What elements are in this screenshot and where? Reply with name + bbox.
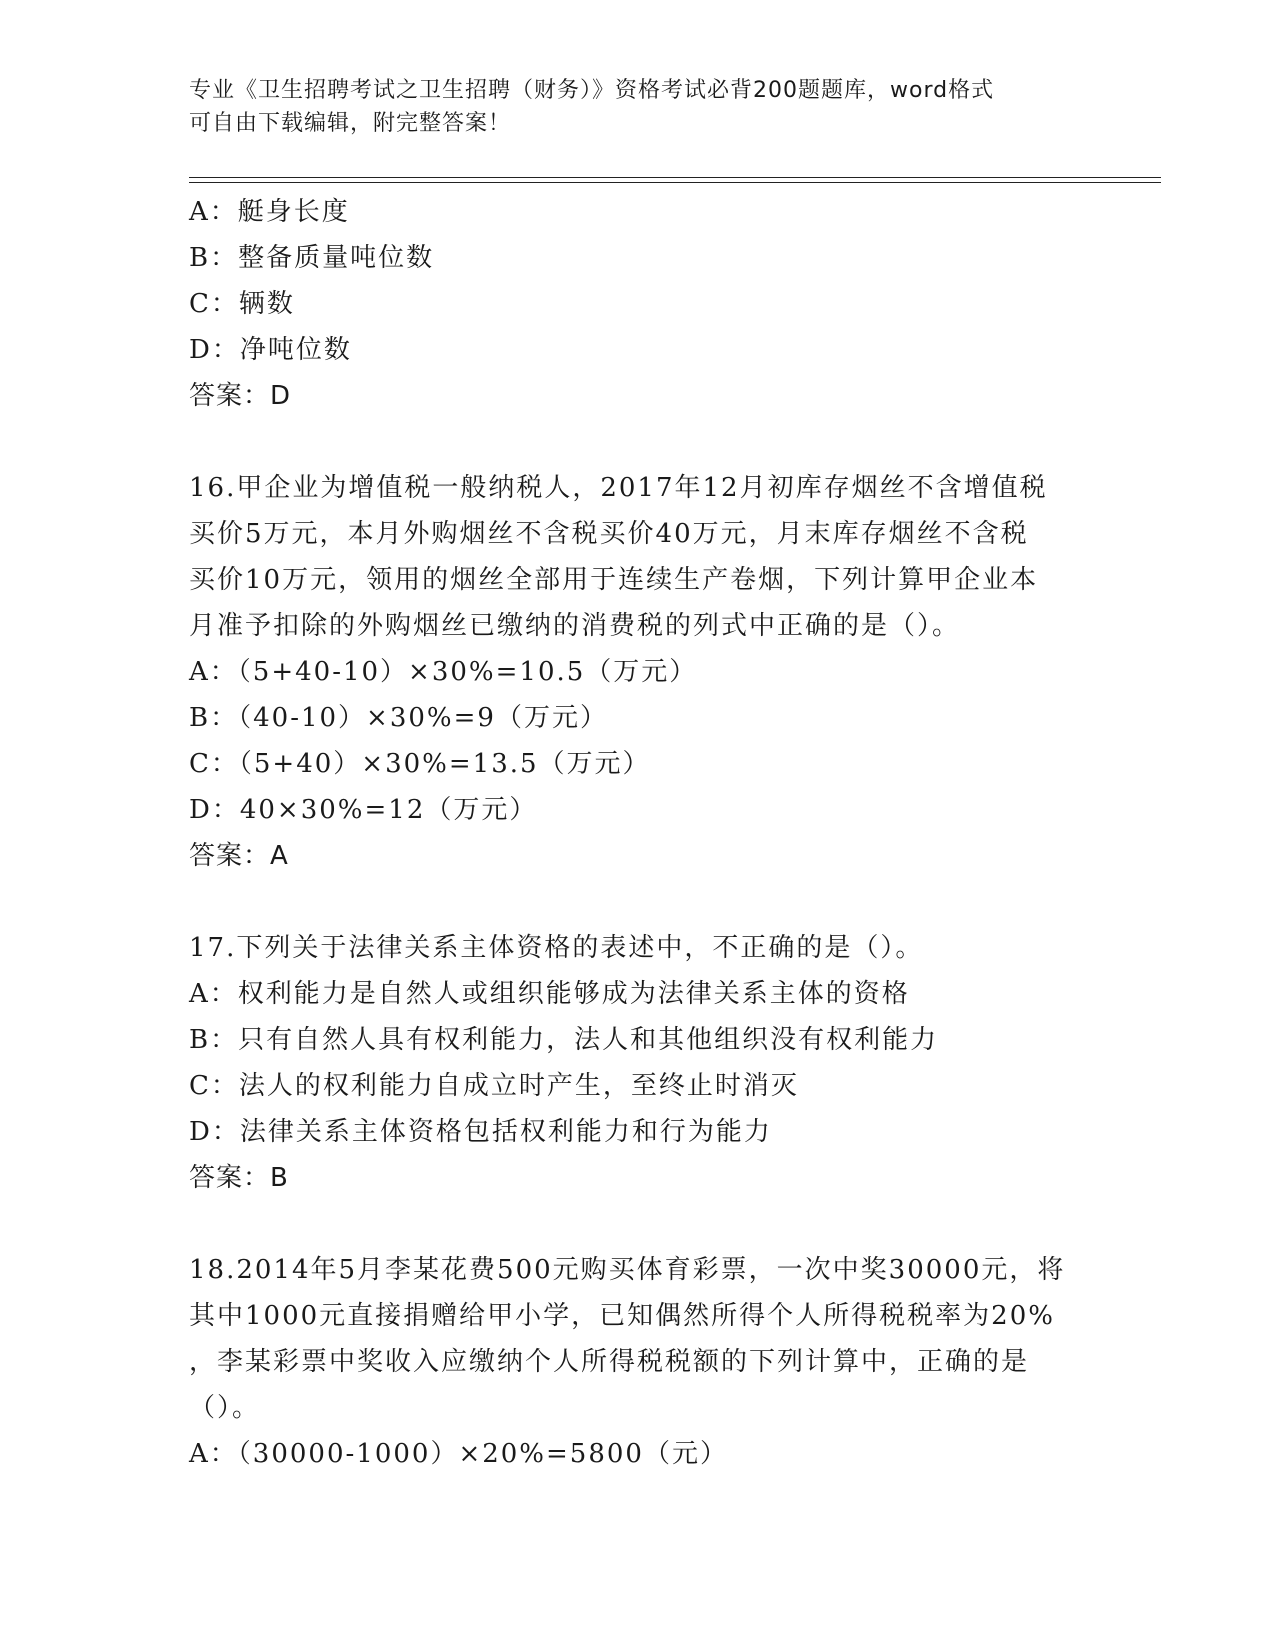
option-a: A：（5+40-10）×30%=10.5（万元）	[189, 657, 698, 687]
option-c: C：（5+40）×30%=13.5（万元）	[189, 749, 651, 779]
option-a: A：艇身长度	[189, 197, 350, 227]
document-header	[189, 74, 1069, 140]
option-b: B：只有自然人具有权利能力，法人和其他组织没有权利能力	[189, 1025, 939, 1055]
question-content	[189, 189, 1089, 1477]
option-c: C：辆数	[189, 289, 295, 319]
question-15-block	[189, 189, 1089, 419]
option-d: D：净吨位数	[189, 335, 352, 365]
option-d: D：40×30%=12（万元）	[189, 795, 538, 825]
option-a: A：权利能力是自然人或组织能够成为法律关系主体的资格	[189, 979, 910, 1009]
answer-line: 答案：A	[189, 841, 289, 871]
question-stem-line: 其中1000元直接捐赠给甲小学，已知偶然所得个人所得税税率为20%	[189, 1301, 1055, 1331]
option-c: C：法人的权利能力自成立时产生，至终止时消灭	[189, 1071, 799, 1101]
option-a: A：（30000-1000）×20%=5800（元）	[189, 1439, 728, 1469]
question-17-block	[189, 925, 1089, 1201]
header-divider-top	[189, 177, 1161, 178]
answer-line: 答案：D	[189, 381, 292, 411]
question-stem-line: 买价10万元，领用的烟丝全部用于连续生产卷烟，下列计算甲企业本	[189, 565, 1039, 595]
question-stem-line: （）。	[189, 1393, 261, 1423]
spacer	[189, 1201, 1089, 1247]
header-title-line-1: 专业《卫生招聘考试之卫生招聘（财务）》资格考试必背200题题库，word格式	[189, 78, 995, 103]
question-stem-line: 16.甲企业为增值税一般纳税人，2017年12月初库存烟丝不含增值税	[189, 473, 1048, 503]
question-stem-line: 月准予扣除的外购烟丝已缴纳的消费税的列式中正确的是（）。	[189, 611, 961, 641]
question-16-block	[189, 465, 1089, 879]
header-divider-bottom	[189, 182, 1161, 183]
answer-line: 答案：B	[189, 1163, 289, 1193]
question-stem-line: 买价5万元，本月外购烟丝不含税买价40万元，月末库存烟丝不含税	[189, 519, 1029, 549]
header-title-line-2: 可自由下载编辑，附完整答案！	[189, 111, 512, 136]
spacer	[189, 419, 1089, 465]
option-d: D：法律关系主体资格包括权利能力和行为能力	[189, 1117, 772, 1147]
option-b: B：（40-10）×30%=9（万元）	[189, 703, 608, 733]
question-stem-line: 17.下列关于法律关系主体资格的表述中，不正确的是（）。	[189, 933, 924, 963]
question-stem-line: 18.2014年5月李某花费500元购买体育彩票，一次中奖30000元，将	[189, 1255, 1066, 1285]
option-b: B：整备质量吨位数	[189, 243, 435, 273]
question-stem-line: ，李某彩票中奖收入应缴纳个人所得税税额的下列计算中，正确的是	[189, 1347, 1030, 1377]
question-18-block	[189, 1247, 1089, 1477]
spacer	[189, 879, 1089, 925]
